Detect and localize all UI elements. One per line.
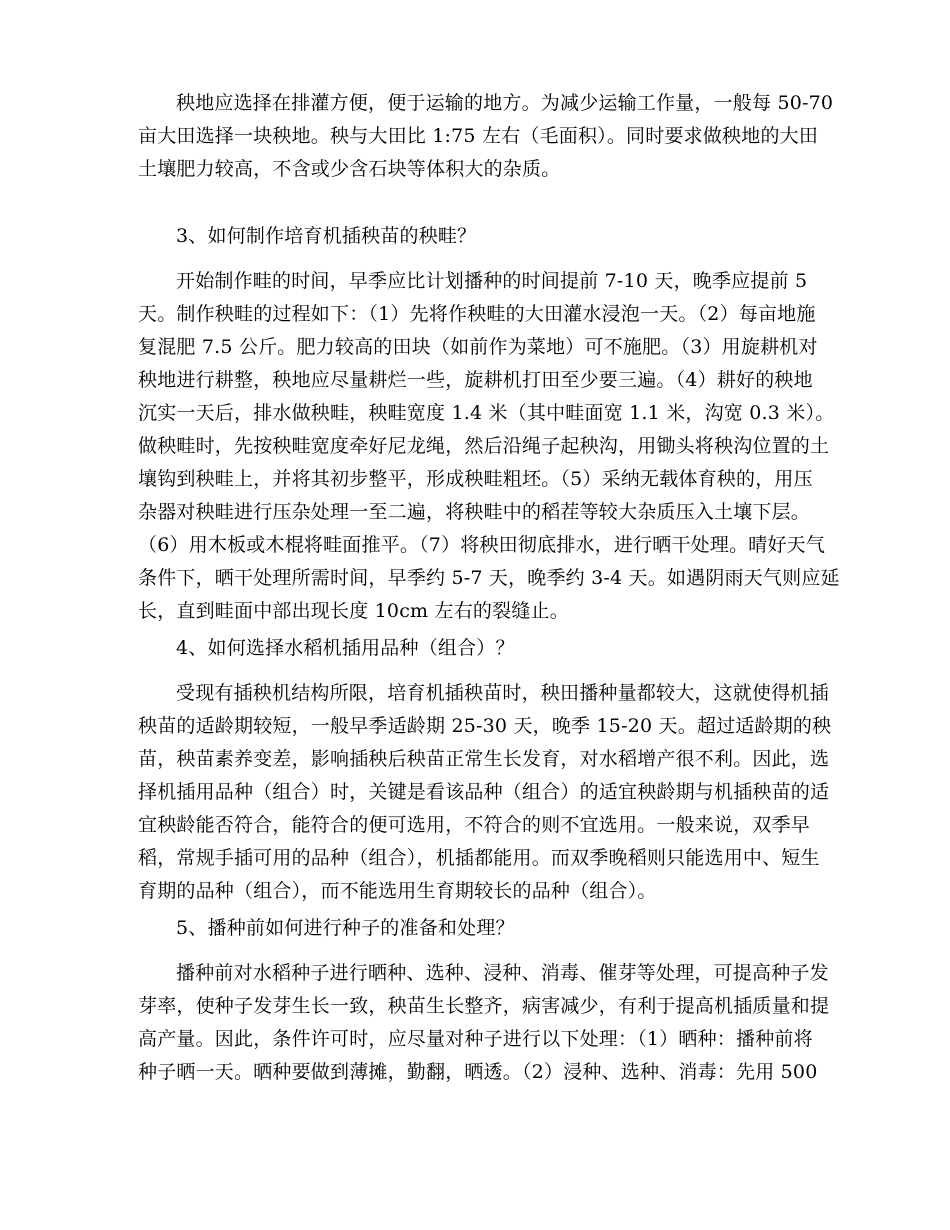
text-line: 苗，秧苗素养变差，影响插秧后秧苗正常生长发育，对水稻增产很不利。因此，选: [138, 748, 830, 770]
text-line: 条件下，晒干处理所需时间，早季约 5-7 天，晚季约 3-4 天。如遇阴雨天气则应延: [138, 567, 840, 589]
text-line: 做秧畦时，先按秧畦宽度牵好尼龙绳，然后沿绳子起秧沟，用锄头将秧沟位置的土: [138, 435, 830, 457]
text-line: 育期的品种（组合），而不能选用生育期较长的品种（组合）。: [138, 880, 657, 902]
text-line: 壤钩到秧畦上，并将其初步整平，形成秧畦粗坯。（5）采纳无载体育秧的，用压: [138, 468, 813, 490]
section-heading: [138, 912, 818, 945]
paragraph: [138, 265, 840, 628]
section-heading: [138, 220, 818, 253]
text-line: 天。制作秧畦的过程如下：（1）先将作秧畦的大田灌水浸泡一天。（2）每亩地施: [138, 303, 816, 325]
text-line: 种子晒一天。晒种要做到薄摊，勤翻，晒透。（2）浸种、选种、消毒：先用 500: [138, 1061, 818, 1083]
text-line: 宜秧龄能否符合，能符合的便可选用，不符合的则不宜选用。一般来说，双季早: [138, 814, 811, 836]
text-line: 亩大田选择一块秧地。秧与大田比 1:75 左右（毛面积）。同时要求做秧地的大田: [138, 125, 819, 147]
text-line: 长，直到畦面中部出现长度 10cm 左右的裂缝止。: [138, 600, 569, 622]
text-line: 开始制作畦的时间，早季应比计划播种的时间提前 7-10 天，晚季应提前 5: [176, 270, 808, 292]
text-line: 秧地进行耕整，秧地应尽量耕烂一些，旋耕机打田至少要三遍。（4）耕好的秧地: [138, 369, 813, 391]
text-line: 受现有插秧机结构所限，培育机插秧苗时，秧田播种量都较大，这就使得机插: [176, 682, 829, 704]
heading-text: 3、如何制作培育机插秧苗的秧畦？: [176, 225, 477, 247]
paragraph: [138, 677, 832, 908]
text-line: 高产量。因此，条件许可时，应尽量对种子进行以下处理：（1）晒种：播种前将: [138, 1028, 813, 1050]
heading-text: 4、如何选择水稻机插用品种（组合）？: [176, 637, 515, 659]
text-line: 杂器对秧畦进行压杂处理一至二遍，将秧畦中的稻茬等较大杂质压入土壤下层。: [138, 501, 811, 523]
text-line: 土壤肥力较高，不含或少含石块等体积大的杂质。: [138, 158, 561, 180]
text-line: 稻，常规手插可用的品种（组合），机插都能用。而双季晚稻则只能选用中、短生: [138, 847, 820, 869]
text-line: 芽率，使种子发芽生长一致，秧苗生长整齐，病害减少，有利于提高机插质量和提: [138, 995, 830, 1017]
text-line: 秧地应选择在排灌方便，便于运输的地方。为减少运输工作量，一般每 50-70: [176, 92, 834, 114]
text-line: 播种前对水稻种子进行晒种、选种、浸种、消毒、催芽等处理，可提高种子发: [176, 962, 829, 984]
text-line: 复混肥 7.5 公斤。肥力较高的田块（如前作为菜地）可不施肥。（3）用旋耕机对: [138, 336, 818, 358]
text-line: 秧苗的适龄期较短，一般早季适龄期 25-30 天，晚季 15-20 天。超过适龄期的秧: [138, 715, 832, 737]
text-line: 沉实一天后，排水做秧畦，秧畦宽度 1.4 米（其中畦面宽 1.1 米，沟宽 0.3 米）。: [138, 402, 835, 424]
paragraph: [138, 87, 834, 186]
heading-text: 5、播种前如何进行种子的准备和处理？: [176, 917, 515, 939]
section-heading: [138, 632, 818, 665]
paragraph: [138, 957, 830, 1089]
text-line: 择机插用品种（组合）时，关键是看该品种（组合）的适宜秧龄期与机插秧苗的适: [138, 781, 830, 803]
text-line: （6）用木板或木棍将畦面推平。（7）将秧田彻底排水，进行晒干处理。晴好天气: [138, 534, 826, 556]
